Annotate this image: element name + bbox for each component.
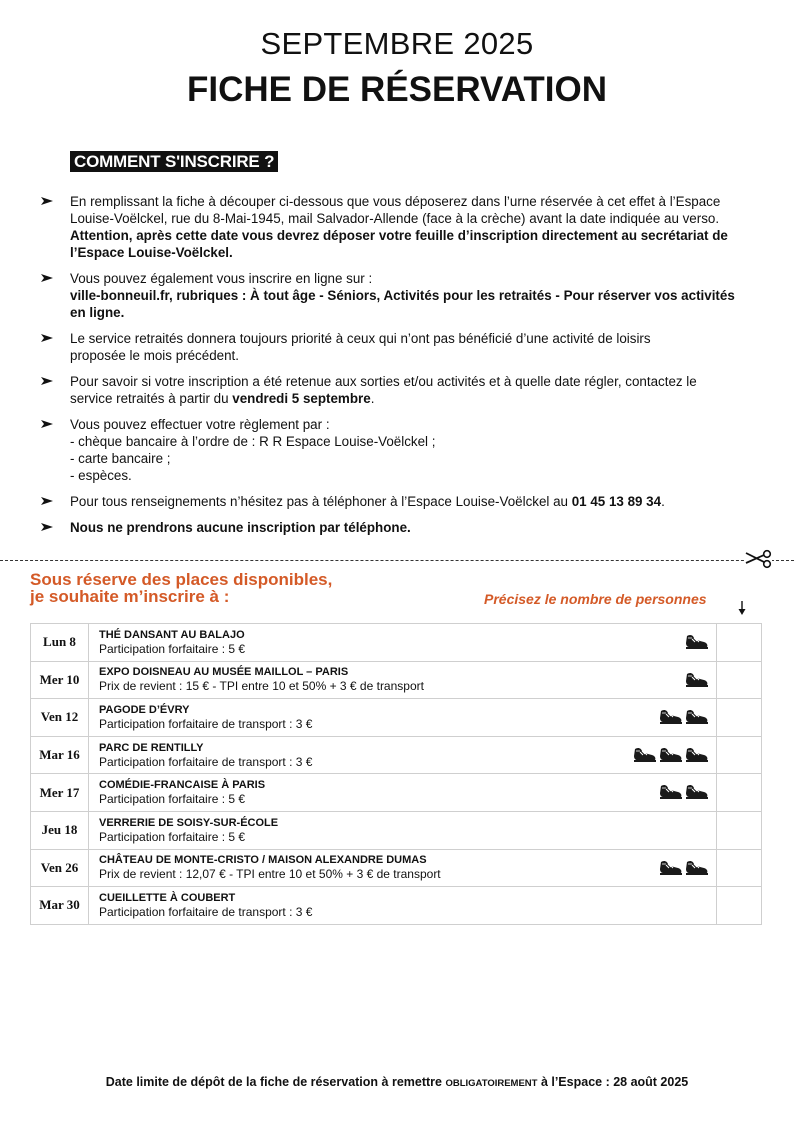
phone-number: 01 45 13 89 34 [571, 494, 662, 509]
activity-day: Mer 17 [31, 774, 89, 812]
walking-shoe-icon [658, 743, 684, 765]
activity-price: Participation forfaitaire de transport : 3 € [99, 904, 313, 919]
people-count-instruction: Précisez le nombre de personnes [484, 591, 707, 607]
bullet-text: Le service retraités donnera toujours priorité à ceux qui n’ont pas bénéficié d’une activité de loisirs proposée le mois précédent. [70, 331, 651, 363]
bullet-text: Pour tous renseignements n’hésitez pas à téléphoner à l’Espace Louise-Voëlckel au [70, 494, 572, 509]
walking-shoe-icon [684, 705, 710, 727]
bullet-text: Vous pouvez également vous inscrire en ligne sur : [70, 271, 373, 286]
instructions-list [40, 193, 740, 545]
deadline-date: à l’Espace : 28 août 2025 [537, 1075, 689, 1089]
activity-description [89, 736, 717, 774]
bullet-bold-text: Nous ne prendrons aucune inscription par téléphone. [70, 520, 411, 535]
activity-price: Participation forfaitaire de transport : 3 € [99, 716, 313, 731]
activity-day: Mar 16 [31, 736, 89, 774]
list-item [40, 270, 740, 321]
list-item [40, 193, 740, 261]
down-arrow-icon [737, 600, 747, 616]
walking-shoe-icon [684, 743, 710, 765]
activity-day: Mer 10 [31, 661, 89, 699]
arrow-bullet-icon [40, 374, 54, 388]
people-count-field[interactable] [717, 736, 762, 774]
activity-price: Participation forfaitaire : 5 € [99, 792, 246, 807]
list-item [40, 373, 740, 407]
activity-price: Participation forfaitaire de transport : 3 € [99, 754, 313, 769]
page-month: SEPTEMBRE 2025 [260, 26, 534, 61]
table-row [31, 699, 762, 737]
activity-description [89, 887, 717, 925]
walking-shoe-icon [684, 856, 710, 878]
activity-description [89, 624, 717, 662]
people-count-field[interactable] [717, 811, 762, 849]
activities-table [30, 623, 762, 925]
walking-shoe-icon [658, 780, 684, 802]
reservation-intro-line: je souhaite m’inscrire à : [30, 587, 230, 606]
table-row [31, 887, 762, 925]
difficulty-rating [658, 780, 710, 802]
cut-line [0, 560, 794, 561]
bullet-end: . [370, 391, 375, 406]
activity-name: CHÂTEAU DE MONTE-CRISTO / MAISON ALEXANDRE DUMAS [99, 854, 427, 867]
bullet-text: En remplissant la fiche à découper ci-dessous que vous déposerez dans l’urne réservée à cet effet à l’Espace Louise-Voëlckel, rue du 8-Mai-1945, mail Salvador-Allende (face à la crèche) avant la date indiquée au verso. [70, 194, 721, 226]
deadline-mandatory: OBLIGATOIREMENT [445, 1078, 538, 1089]
activity-description [89, 811, 717, 849]
walking-shoe-icon [658, 856, 684, 878]
bullet-text: Vous pouvez effectuer votre règlement par : [70, 417, 330, 432]
people-count-field[interactable] [717, 849, 762, 887]
difficulty-rating [684, 630, 710, 652]
scissors-icon [744, 549, 772, 571]
difficulty-rating [684, 668, 710, 690]
people-count-field[interactable] [717, 774, 762, 812]
arrow-bullet-icon [40, 194, 54, 208]
online-registration-link[interactable]: ville-bonneuil.fr, rubriques : À tout âge - Séniors, Activités pour les retraités - Pour réserver vos activités en ligne. [70, 288, 735, 320]
activity-description [89, 774, 717, 812]
walking-shoe-icon [658, 705, 684, 727]
walking-shoe-icon [632, 743, 658, 765]
table-row [31, 736, 762, 774]
table-row [31, 661, 762, 699]
activity-price: Participation forfaitaire : 5 € [99, 829, 246, 844]
bullet-bold-text: Attention, après cette date vous devrez déposer votre feuille d’inscription directement au secrétariat de l’Espace Louise-Voëlckel. [70, 228, 728, 260]
bullet-date: vendredi 5 septembre [232, 391, 371, 406]
how-to-register-heading: COMMENT S'INSCRIRE ? [70, 151, 278, 172]
payment-card: - carte bancaire ; [70, 451, 171, 466]
arrow-bullet-icon [40, 271, 54, 285]
difficulty-rating [658, 705, 710, 727]
bullet-end: . [661, 494, 665, 509]
list-item [40, 493, 740, 510]
activity-day: Ven 26 [31, 849, 89, 887]
table-row [31, 811, 762, 849]
arrow-bullet-icon [40, 331, 54, 345]
activity-name: EXPO DOISNEAU AU MUSÉE MAILLOL – PARIS [99, 666, 349, 679]
activity-price: Participation forfaitaire : 5 € [99, 641, 246, 656]
people-count-field[interactable] [717, 624, 762, 662]
page-title: FICHE DE RÉSERVATION [186, 70, 608, 109]
activity-day: Ven 12 [31, 699, 89, 737]
list-item [40, 416, 740, 484]
activity-day: Jeu 18 [31, 811, 89, 849]
activity-name: COMÉDIE-FRANCAISE À PARIS [99, 779, 266, 792]
walking-shoe-icon [684, 630, 710, 652]
list-item [40, 519, 740, 536]
walking-shoe-icon [684, 668, 710, 690]
people-count-field[interactable] [717, 887, 762, 925]
arrow-bullet-icon [40, 417, 54, 431]
activity-name: PARC DE RENTILLY [99, 741, 204, 754]
activity-name: PAGODE D’ÉVRY [99, 703, 190, 716]
payment-cheque: - chèque bancaire à l’ordre de : R R Espace Louise-Voëlckel ; [70, 434, 436, 449]
activity-name: CUEILLETTE À COUBERT [99, 891, 236, 904]
deadline-text: Date limite de dépôt de la fiche de réservation à remettre [105, 1075, 446, 1089]
walking-shoe-icon [684, 780, 710, 802]
difficulty-rating [658, 856, 710, 878]
table-row [31, 774, 762, 812]
activity-name: THÉ DANSANT AU BALAJO [99, 628, 245, 641]
table-row [31, 849, 762, 887]
payment-cash: - espèces. [70, 468, 132, 483]
activity-price: Prix de revient : 12,07 € - TPI entre 10 et 50% + 3 € de transport [99, 867, 441, 882]
table-row [31, 624, 762, 662]
people-count-field[interactable] [717, 661, 762, 699]
reservation-intro [30, 571, 332, 605]
activity-description [89, 699, 717, 737]
activity-name: VERRERIE DE SOISY-SUR-ÉCOLE [99, 816, 279, 829]
activity-day: Mar 30 [31, 887, 89, 925]
people-count-field[interactable] [717, 699, 762, 737]
difficulty-rating [632, 743, 710, 765]
deadline-note [0, 1075, 794, 1089]
arrow-bullet-icon [40, 520, 54, 534]
activity-day: Lun 8 [31, 624, 89, 662]
bullet-text: Pour savoir si votre inscription a été retenue aux sorties et/ou activités et à quelle date régler, contactez le service retraités à partir du [70, 374, 697, 406]
activity-description [89, 661, 717, 699]
activity-price: Prix de revient : 15 € - TPI entre 10 et 50% + 3 € de transport [99, 679, 424, 694]
activity-description [89, 849, 717, 887]
reservation-intro-line: Sous réserve des places disponibles, [30, 570, 333, 589]
list-item [40, 330, 740, 364]
arrow-bullet-icon [40, 494, 54, 508]
